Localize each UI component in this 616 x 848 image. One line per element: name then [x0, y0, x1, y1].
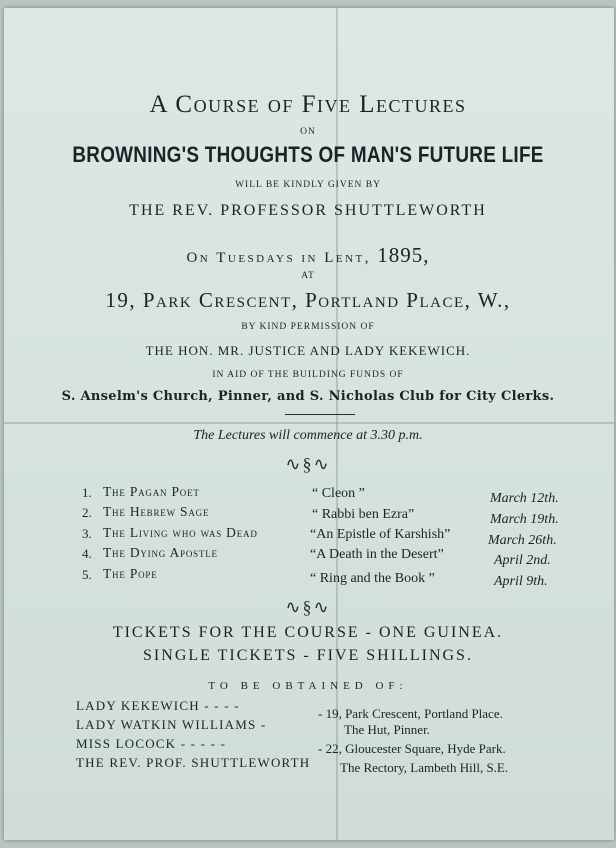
course-ticket-price: TICKETS FOR THE COURSE - ONE GUINEA.: [112, 624, 504, 641]
lecture-name: The Dying Apostle: [103, 545, 218, 560]
lecture-name: The Hebrew Sage: [103, 504, 210, 519]
single-ticket-price: SINGLE TICKETS - FIVE SHILLINGS.: [143, 647, 473, 664]
agent-name: MISS LOCOCK - - - - -: [76, 736, 227, 751]
dates-line: [0, 243, 616, 268]
lecture-number: 1.: [82, 485, 92, 500]
agent-address: - 22, Gloucester Square, Hyde Park.: [318, 741, 506, 756]
funds-line: S. Anselm's Church, Pinner, and S. Nicholas Club for City Clerks.: [61, 389, 555, 404]
at-line: AT: [301, 271, 315, 281]
lecture-subject: BROWNING'S THOUGHTS OF MAN'S FUTURE LIFE: [72, 142, 544, 167]
lecture-poem: “ Cleon ”: [312, 486, 365, 501]
lecture-date: March 19th.: [490, 512, 559, 527]
hosts-line: THE HON. MR. JUSTICE AND LADY KEKEWICH.: [145, 343, 471, 358]
lecture-date: April 9th.: [494, 574, 548, 589]
obtain-heading: TO BE OBTAINED OF:: [208, 680, 408, 692]
agent-address: The Rectory, Lambeth Hill, S.E.: [340, 760, 509, 775]
agent-name: LADY KEKEWICH - - - -: [76, 698, 240, 713]
lecture-name: The Pagan Poet: [103, 484, 200, 499]
horizontal-fold-crease: [4, 422, 614, 424]
lecture-number: 3.: [82, 526, 92, 541]
lecture-poem: “ Ring and the Book ”: [310, 571, 435, 586]
lecture-name: The Living who was Dead: [103, 525, 258, 540]
divider-rule: [285, 414, 355, 415]
agent-name: LADY WATKIN WILLIAMS -: [76, 717, 267, 732]
dates-prefix: On Tuesdays in Lent,: [186, 250, 372, 266]
aid-line: IN AID OF THE BUILDING FUNDS OF: [212, 370, 404, 380]
agent-address: The Hut, Pinner.: [344, 722, 430, 737]
year: 1895,: [377, 243, 430, 267]
lecturer-name: THE REV. PROFESSOR SHUTTLEWORTH: [129, 202, 487, 219]
lecture-date: March 12th.: [490, 491, 559, 506]
lecture-poem: “An Epistle of Karshish”: [310, 527, 451, 542]
flourish-ornament-bottom: ∿§∿: [285, 597, 331, 617]
lecture-poem: “A Death in the Desert”: [310, 547, 444, 562]
lecture-poem: “ Rabbi ben Ezra”: [312, 507, 415, 522]
given-by-line: WILL BE KINDLY GIVEN BY: [235, 180, 381, 190]
flyer-title: A Course of Five Lectures: [149, 91, 467, 118]
flourish-ornament-top: ∿§∿: [285, 454, 331, 474]
lecture-name: The Pope: [103, 566, 158, 581]
agent-address: - 19, Park Crescent, Portland Place.: [318, 706, 503, 721]
lecture-date: April 2nd.: [494, 553, 551, 568]
commence-time: The Lectures will commence at 3.30 p.m.: [193, 428, 423, 443]
lecture-date: March 26th.: [488, 533, 557, 548]
agent-name: THE REV. PROF. SHUTTLEWORTH: [76, 755, 311, 770]
permission-line: BY KIND PERMISSION OF: [241, 322, 375, 332]
lecture-number: 5.: [82, 567, 92, 582]
lecture-number: 2.: [82, 505, 92, 520]
lecture-number: 4.: [82, 546, 92, 561]
on-line: ON: [300, 127, 316, 137]
venue-address: 19, Park Crescent, Portland Place, W.,: [105, 288, 511, 312]
